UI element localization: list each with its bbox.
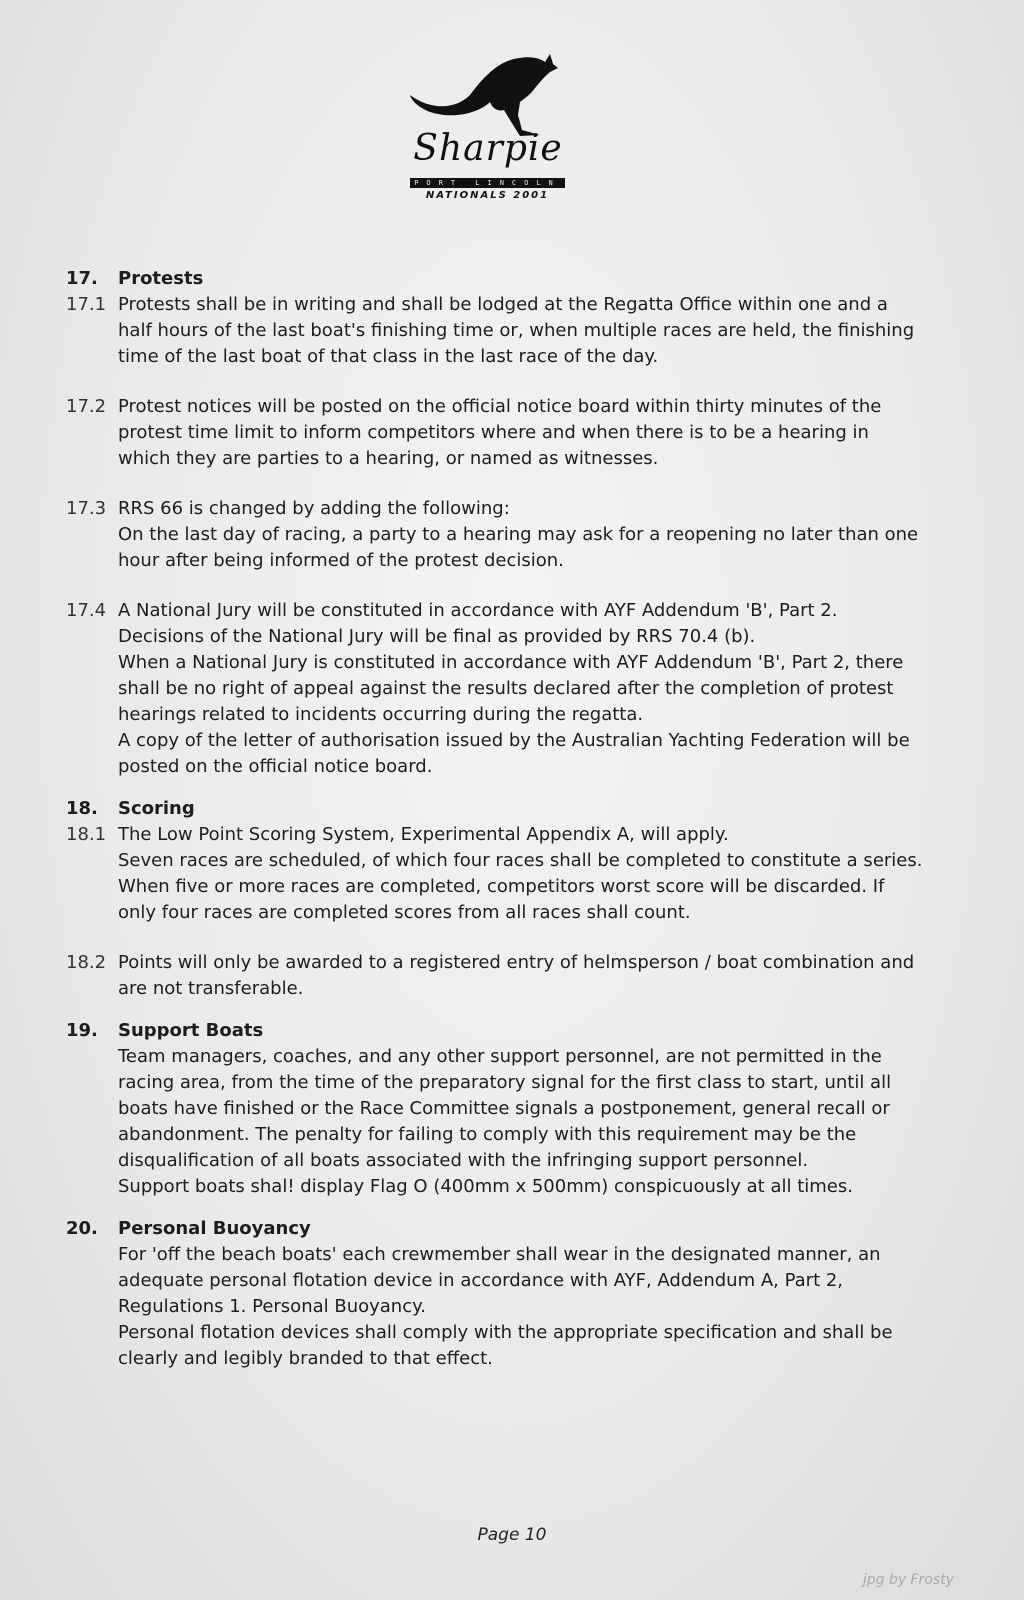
- logo-subtitle: PORT LINCOLN: [410, 178, 565, 188]
- section-heading-scoring: 18. Scoring: [66, 798, 195, 819]
- document-body: [66, 262, 926, 1394]
- clause-18-1: 18.1 The Low Point Scoring System, Experimental Appendix A, will apply. Seven races are scheduled, of which four races shall be completed to constitute a series. When five or more races are completed, competitors worst score will be discarded. If only four races are completed scores from all races shall count.: [66, 824, 923, 923]
- clause-17-2: 17.2 Protest notices will be posted on the official notice board within thirty minutes of the protest time limit to inform competitors where and when there is to be a hearing in which they are parties to a hearing, or named as witnesses.: [66, 396, 882, 469]
- page-number: Page 10: [477, 1525, 547, 1545]
- clause-17-4: 17.4 A National Jury will be constituted in accordance with AYF Addendum 'B', Part 2. Decisions of the National Jury will be final as provided by RRS 70.4 (b). When a National Jury is constituted in accordance with AYF Addendum 'B', Part 2, there shall be no right of appeal against the results declared after the completion of protest hearings related to incidents occurring during the regatta. A copy of the letter of authorisation issued by the Australian Yachting Federation will be posted on the official notice board.: [66, 600, 910, 777]
- section-heading-personal-buoyancy: 20. Personal Buoyancy: [66, 1218, 311, 1239]
- clause-17-3: 17.3 RRS 66 is changed by adding the following: On the last day of racing, a party to a hearing may ask for a reopening no later than one hour after being informed of the protest decision.: [66, 498, 919, 571]
- watermark: jpg by Frosty: [862, 1572, 954, 1588]
- clause-19-text: Team managers, coaches, and any other support personnel, are not permitted in the racing area, from the time of the preparatory signal for the first class to start, until all boats have finished or the Race Committee signals a postponement, general recall or abandonment. The penalty for failing to comply with this requirement may be the disqualification of all boats associated with the infringing support personnel. Support boats shal! display Flag O (400mm x 500mm) conspicuously at all times.: [118, 1046, 892, 1197]
- clause-18-2: 18.2 Points will only be awarded to a registered entry of helmsperson / boat combination and are not transferable.: [66, 952, 915, 999]
- logo-nationals: NATIONALS 2001: [425, 190, 550, 201]
- section-heading-support-boats: 19. Support Boats: [66, 1020, 264, 1041]
- logo-script-text: Sharpie: [413, 128, 563, 169]
- clause-20-text: For 'off the beach boats' each crewmember shall wear in the designated manner, an adequate personal flotation device in accordance with AYF, Addendum A, Part 2, Regulations 1. Personal Buoyancy. Personal flotation devices shall comply with the appropriate specification and shall be clearly and legibly branded to that effect.: [118, 1244, 893, 1369]
- section-heading-protests: 17. Protests: [66, 268, 204, 289]
- clause-17-1: 17.1 Protests shall be in writing and shall be lodged at the Regatta Office within one and a half hours of the last boat's finishing time or, when multiple races are held, the finishing time of the last boat of that class in the last race of the day.: [66, 294, 915, 367]
